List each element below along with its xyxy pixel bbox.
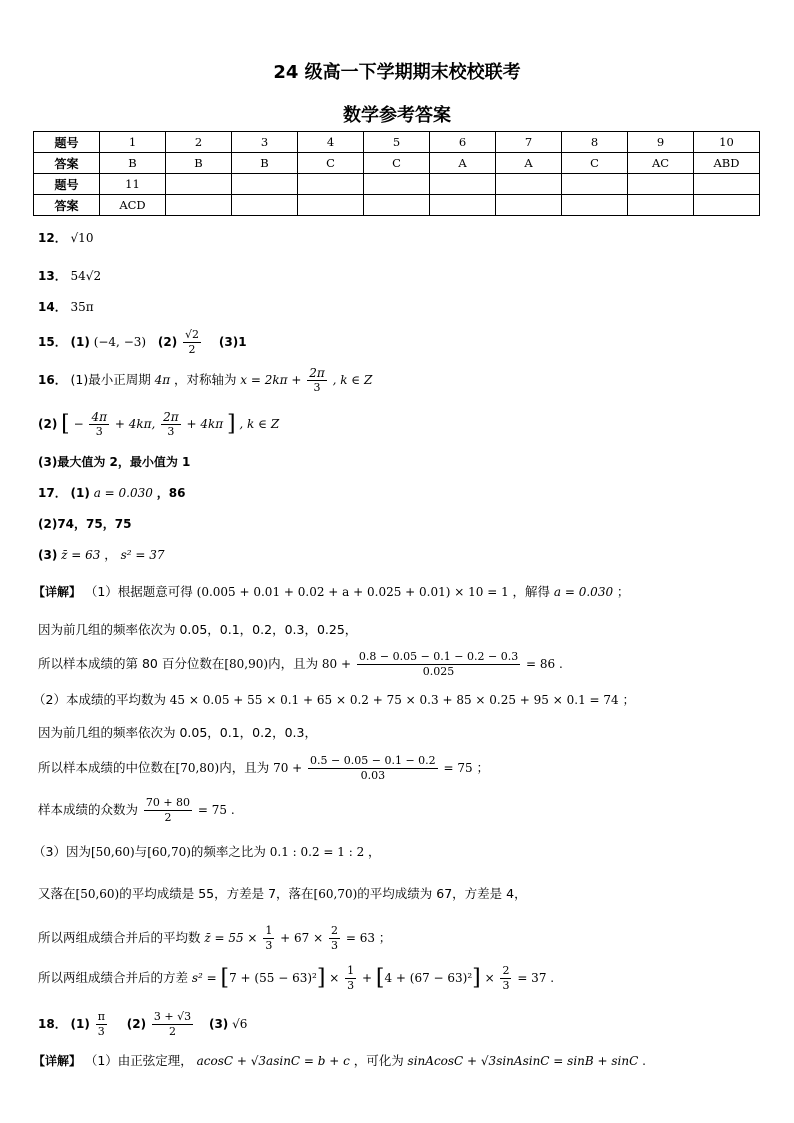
table-cell [628, 174, 694, 195]
table-cell [694, 174, 760, 195]
table-cell: ACD [100, 195, 166, 216]
interval: [70,80) [175, 761, 220, 775]
table-cell [166, 174, 232, 195]
part-label: (2) [157, 335, 178, 349]
text: 所以两组成绩合并后的方差 [38, 970, 189, 985]
text: （3）因为 [33, 844, 91, 859]
fraction-numerator: 70 + 80 [145, 796, 191, 809]
fraction-numerator: 3 + √3 [153, 1010, 192, 1023]
answer-table [33, 131, 760, 216]
math: 80 + [321, 657, 352, 671]
math: 45 × 0.05 + 55 × 0.1 + 65 × 0.2 + 75 × 0.3 + 85 × 0.25 + 95 × 0.1 = 74 [169, 693, 619, 707]
table-cell: 10 [694, 132, 760, 153]
answer-16-line-3 [38, 456, 190, 468]
part-label: (1) [70, 486, 90, 500]
fraction [96, 1010, 107, 1039]
answer-17-line-1 [38, 487, 185, 499]
table-cell [430, 195, 496, 216]
text: 与 [134, 844, 148, 859]
part-label: (1) [70, 1017, 90, 1031]
text: ； [378, 930, 392, 945]
table-cell: ABD [694, 153, 760, 174]
table-cell: B [100, 153, 166, 174]
row-header: 答案 [34, 195, 100, 216]
row-header: 题号 [34, 132, 100, 153]
detail-17-8 [33, 846, 381, 859]
interval: [80,90) [224, 657, 269, 671]
detail-17-5 [38, 727, 317, 740]
math: a = 0.030 [93, 486, 153, 500]
math: s² = [191, 971, 217, 985]
fraction-numerator: 2 [502, 964, 510, 977]
question-number: 14． [38, 300, 67, 314]
text: (2)74，75，75 [38, 517, 132, 531]
fraction-numerator: 2π [163, 410, 179, 424]
detail-17-6 [38, 754, 489, 783]
table-cell: 3 [232, 132, 298, 153]
fraction [152, 1010, 193, 1039]
math: a = 0.030 [553, 585, 614, 599]
question-number: 12． [38, 231, 67, 245]
fraction-numerator: 0.8 − 0.05 − 0.1 − 0.2 − 0.3 [358, 650, 519, 663]
text: 所以两组成绩合并后的平均数 [38, 930, 201, 945]
answer-12 [38, 232, 93, 244]
math: × [329, 971, 340, 985]
fraction-numerator: 2 [331, 924, 338, 937]
fraction [500, 964, 511, 993]
interval: [60,70) [147, 845, 191, 859]
page-subtitle: 数学参考答案 [343, 105, 451, 126]
table-cell [364, 174, 430, 195]
table-cell [298, 174, 364, 195]
table-row [34, 132, 760, 153]
math: z̄ = 55 × [204, 931, 258, 945]
math: = 75 [443, 761, 473, 775]
question-number: 15． [38, 335, 67, 349]
math: = 75 . [197, 803, 235, 817]
text: ； [616, 584, 630, 599]
fraction [161, 410, 181, 439]
fraction-denominator: 3 [95, 425, 103, 438]
question-number: 18． [38, 1017, 67, 1031]
part-label: (1) [70, 335, 90, 349]
text: ，可化为 [353, 1053, 404, 1068]
table-cell: B [166, 153, 232, 174]
fraction [329, 924, 340, 953]
fraction-denominator: 3 [265, 939, 273, 952]
table-cell [166, 195, 232, 216]
bracket: [ [61, 411, 70, 437]
page-title: 24 级高一下学期期末校校联考 [273, 62, 521, 83]
table-cell [628, 195, 694, 216]
text: （1）由正弦定理， [84, 1053, 193, 1068]
table-cell: 6 [430, 132, 496, 153]
fraction-denominator: 3 [167, 425, 175, 438]
text: 因为前几组的频率依次为 0.05，0.1，0.2，0.3，0.25， [38, 622, 358, 637]
answer-value: 35π [70, 300, 94, 314]
bracket: [ [220, 965, 230, 991]
text: ； [622, 692, 636, 707]
answer-18 [38, 1010, 247, 1039]
table-cell [562, 174, 628, 195]
fraction-denominator: 2 [188, 343, 196, 356]
answer-17-line-3 [38, 549, 165, 562]
text: (3)最大值为 2，最小值为 1 [38, 455, 191, 469]
text: 所以样本成绩的中位数在 [38, 760, 176, 775]
fraction [308, 754, 438, 783]
answer-16-line-1 [38, 366, 372, 395]
table-cell: C [298, 153, 364, 174]
math: . [642, 1054, 646, 1068]
math: = 37 . [517, 971, 555, 985]
fraction-denominator: 3 [331, 939, 338, 952]
fraction [144, 796, 192, 825]
table-cell [496, 174, 562, 195]
fraction-numerator: 1 [265, 924, 273, 937]
table-cell [496, 195, 562, 216]
fraction [357, 650, 520, 679]
table-cell: B [232, 153, 298, 174]
math: , k ∈ Z [332, 373, 373, 387]
table-cell: A [430, 153, 496, 174]
fraction [89, 410, 109, 439]
table-cell: C [364, 153, 430, 174]
table-cell: 2 [166, 132, 232, 153]
text: 样本成绩的众数为 [38, 802, 139, 817]
math: + 67 × [280, 931, 324, 945]
answer-15 [38, 328, 247, 357]
text: 因为前几组的频率依次为 0.05，0.1，0.2，0.3， [38, 725, 317, 740]
detail-17-3 [38, 650, 563, 679]
detail-17-9 [38, 888, 527, 901]
text: 内，且为 [219, 760, 270, 775]
math: (0.005 + 0.01 + 0.02 + a + 0.025 + 0.01) × 10 = 1 [196, 585, 509, 599]
answer-13 [38, 270, 101, 282]
math: − [73, 417, 84, 431]
text: 的平均成绩为 67，方差是 4， [357, 886, 527, 901]
detail-17-1 [33, 586, 629, 599]
part-label: (2) [38, 417, 58, 431]
table-row [34, 153, 760, 174]
math: 4π [154, 373, 171, 387]
detail-17-11 [38, 964, 554, 993]
math: , k ∈ Z [239, 417, 280, 431]
answer-17-line-2 [38, 518, 131, 530]
table-cell [232, 195, 298, 216]
math: z̄ = 63 [61, 548, 101, 562]
fraction-denominator: 2 [169, 1025, 177, 1038]
row-header: 答案 [34, 153, 100, 174]
table-cell: 4 [298, 132, 364, 153]
fraction-numerator: 2π [309, 366, 325, 380]
table-cell [364, 195, 430, 216]
table-cell [694, 195, 760, 216]
answer-value: √6 [232, 1017, 248, 1031]
table-cell: 1 [100, 132, 166, 153]
text: ，86 [156, 486, 186, 500]
fraction-denominator: 3 [97, 1025, 105, 1038]
fraction [263, 924, 274, 953]
math: x = 2kπ + [240, 373, 302, 387]
math: sinAcosC + √3sinAsinC = sinB + sinC [407, 1054, 639, 1068]
table-cell: AC [628, 153, 694, 174]
fraction-denominator: 2 [164, 811, 172, 824]
fraction-numerator: 1 [347, 964, 355, 977]
fraction [307, 366, 327, 395]
detail-tag: 【详解】 [33, 585, 82, 599]
table-cell: A [496, 153, 562, 174]
math: = 63 [345, 931, 375, 945]
table-cell: 5 [364, 132, 430, 153]
math: 4 + (67 − 63)² [384, 971, 473, 985]
table-cell: 11 [100, 174, 166, 195]
math: × [484, 971, 495, 985]
detail-17-7 [38, 796, 235, 825]
table-cell: 8 [562, 132, 628, 153]
text: 所以样本成绩的第 80 百分位数在 [38, 656, 225, 671]
text: (1)最小正周期 [70, 372, 151, 387]
answer-16-line-2 [38, 410, 279, 439]
math: + [361, 971, 373, 985]
text: （2）本成绩的平均数为 [33, 692, 166, 707]
table-cell: 7 [496, 132, 562, 153]
math: + 4kπ [186, 417, 224, 431]
bracket: ] [227, 411, 236, 437]
text: 的频率之比为 [190, 844, 266, 859]
row-header: 题号 [34, 174, 100, 195]
fraction [345, 964, 356, 993]
text: ， [368, 844, 381, 859]
fraction-numerator: π [97, 1010, 105, 1023]
fraction-denominator: 3 [313, 381, 321, 394]
bracket: ] [316, 965, 326, 991]
table-cell [562, 195, 628, 216]
math: 0.1 : 0.2 = 1 : 2 [269, 845, 365, 859]
math: 7 + (55 − 63)² [229, 971, 317, 985]
text: ； [476, 760, 489, 775]
bracket: [ [375, 965, 385, 991]
interval: [50,60) [75, 887, 120, 901]
table-cell [298, 195, 364, 216]
part-label: (3)1 [218, 335, 247, 349]
question-number: 17． [38, 486, 67, 500]
bracket: ] [472, 965, 481, 991]
interval: [50,60) [90, 845, 135, 859]
text: ，解得 [512, 584, 551, 599]
answer-value: (−4, −3) [93, 335, 147, 349]
part-label: (2) [126, 1017, 147, 1031]
fraction-numerator: √2 [185, 328, 200, 341]
answer-14 [38, 301, 94, 313]
math: acosC + √3asinC = b + c [196, 1054, 350, 1068]
detail-18-1 [33, 1055, 646, 1068]
table-row [34, 174, 760, 195]
detail-17-10 [38, 924, 391, 953]
text: ， [104, 547, 117, 562]
math: + 4kπ, [114, 417, 156, 431]
detail-17-4 [33, 694, 635, 707]
fraction-denominator: 0.03 [360, 769, 386, 782]
answer-value: √10 [70, 231, 94, 245]
math: 70 + [273, 761, 303, 775]
text: 又落在 [38, 886, 76, 901]
table-cell [430, 174, 496, 195]
fraction-denominator: 3 [502, 979, 510, 992]
interval: [60,70) [313, 887, 358, 901]
part-label: (3) [208, 1017, 229, 1031]
text: 内，且为 [268, 656, 319, 671]
detail-17-2 [38, 624, 357, 637]
fraction-numerator: 4π [91, 410, 107, 424]
table-cell [232, 174, 298, 195]
math: s² = 37 [120, 548, 165, 562]
table-row [34, 195, 760, 216]
detail-tag: 【详解】 [33, 1054, 82, 1068]
question-number: 16． [38, 373, 67, 387]
fraction [183, 328, 201, 357]
text: （1）根据题意可得 [84, 584, 193, 599]
table-cell: C [562, 153, 628, 174]
text: ，对称轴为 [173, 372, 237, 387]
fraction-denominator: 3 [347, 979, 355, 992]
math: = 86 . [526, 657, 563, 671]
part-label: (3) [38, 548, 58, 562]
fraction-denominator: 0.025 [422, 665, 455, 678]
text: 的平均成绩是 55，方差是 7，落在 [119, 886, 314, 901]
question-number: 13． [38, 269, 67, 283]
table-cell: 9 [628, 132, 694, 153]
fraction-numerator: 0.5 − 0.05 − 0.1 − 0.2 [310, 754, 436, 767]
answer-value: 54√2 [70, 269, 102, 283]
